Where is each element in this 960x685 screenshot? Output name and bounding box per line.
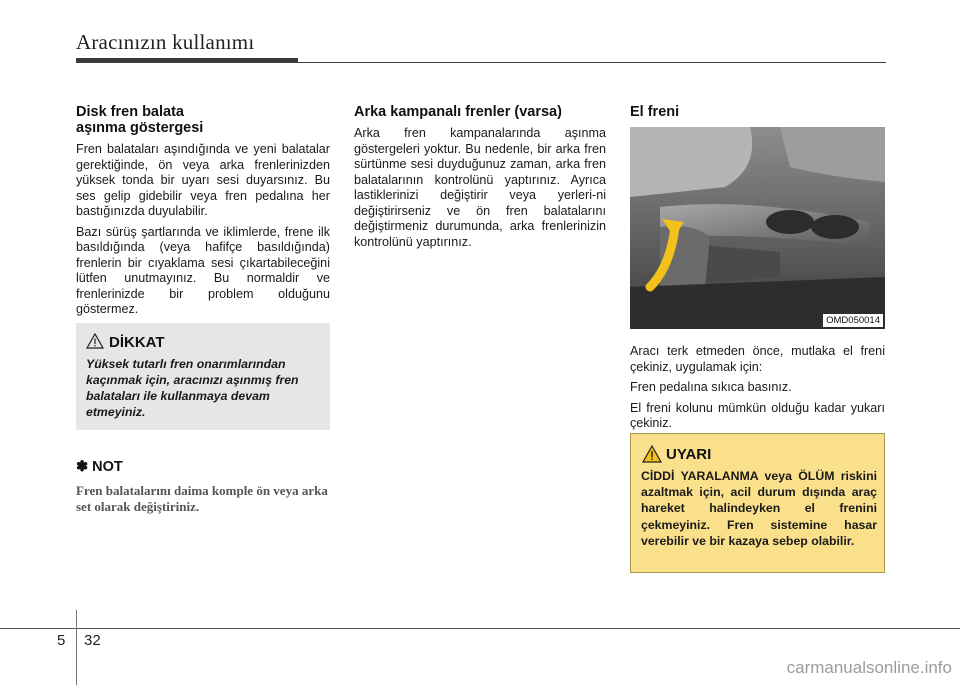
paragraph: Bazı sürüş şartlarında ve iklimlerde, frene ilk basıldığında (veya hafifçe basıldığında) frenlerin bir cıyaklama sesi çıkartabileceğini lütfen unutmayınız. Bu normaldir ve frenlerinizde bir problem olduğunu göstermez. xyxy=(76,224,330,316)
photo-caption: OMD050014 xyxy=(823,314,883,327)
note-heading: ✽ NOT xyxy=(76,459,123,475)
paragraph: Arka fren kampanalarında aşınma göstergeleri yoktur. Bu nedenle, bir arka fren sürtünme sesi duyduğunuz zaman, arka fren balatalarının kontrolünü yaptırınız. Ayrıca lastiklerinizi değiştirir veya yerleri-ni değiştirirseniz ve ön fren balatalarını değiştirmeniz durumunda, arka frenlerinizin kontrolünü yaptırınız. xyxy=(354,126,606,249)
heading-line-2: aşınma göstergesi xyxy=(76,120,204,136)
header-rule-thick xyxy=(76,58,298,63)
caution-title: DİKKAT xyxy=(109,334,165,351)
section-heading-parking-brake: El freni xyxy=(630,104,680,120)
column-drum-brake xyxy=(354,104,606,255)
column-disc-brake xyxy=(76,104,330,323)
warning-triangle-icon xyxy=(642,445,662,463)
warning-text: CİDDİ YARALANMA veya ÖLÜM riskini azaltmak için, acil durum dışında araç hareket halindeyken el frenini çekmeyiniz. Fren sistemine hasar verebilir ve bir kazaya sebep olabilir. xyxy=(641,469,877,548)
footer-rule xyxy=(0,628,960,629)
footer-divider xyxy=(76,610,77,685)
column-parking-brake xyxy=(630,104,885,126)
parking-brake-illustration xyxy=(630,127,885,329)
caution-box xyxy=(76,323,330,430)
section-heading-disc-brake xyxy=(76,104,330,136)
paragraph: Aracı terk etmeden önce, mutlaka el freni çekiniz, uygulamak için: xyxy=(630,344,885,374)
parking-brake-photo xyxy=(630,127,885,329)
section-heading-drum-brake: Arka kampanalı frenler (varsa) xyxy=(354,104,562,120)
paragraph: Fren pedalına sıkıca basınız. xyxy=(630,380,792,394)
page-number: 32 xyxy=(84,632,101,649)
watermark: carmanualsonline.info xyxy=(786,658,952,677)
header-rule-thin xyxy=(298,62,886,63)
paragraph: Fren balataları aşındığında ve yeni balatalar gerektiğinde, ön veya arka frenlerinizden yüksek tonda bir uyarı sesi duyarsınız. Bu ses gelip gidebilir veya fren pedalına her bastığınızda duyulabilir. xyxy=(76,142,330,218)
caution-text: Yüksek tutarlı fren onarımlarından kaçınmak için, aracınızı aşınmış fren balataları ile kullanmaya devam etmeyiniz. xyxy=(86,357,299,419)
parking-brake-text xyxy=(630,344,885,437)
page-header-title: Aracınızın kullanımı xyxy=(76,30,255,54)
note-text: Fren balatalarını daima komple ön veya arka set olarak değiştiriniz. xyxy=(76,483,328,514)
chapter-number: 5 xyxy=(57,632,66,649)
warning-title: UYARI xyxy=(666,446,712,463)
heading-line-1: Disk fren balata xyxy=(76,104,184,120)
caution-triangle-icon xyxy=(86,333,104,349)
paragraph: El freni kolunu mümkün olduğu kadar yukarı çekiniz. xyxy=(630,400,885,430)
warning-box xyxy=(630,433,885,573)
